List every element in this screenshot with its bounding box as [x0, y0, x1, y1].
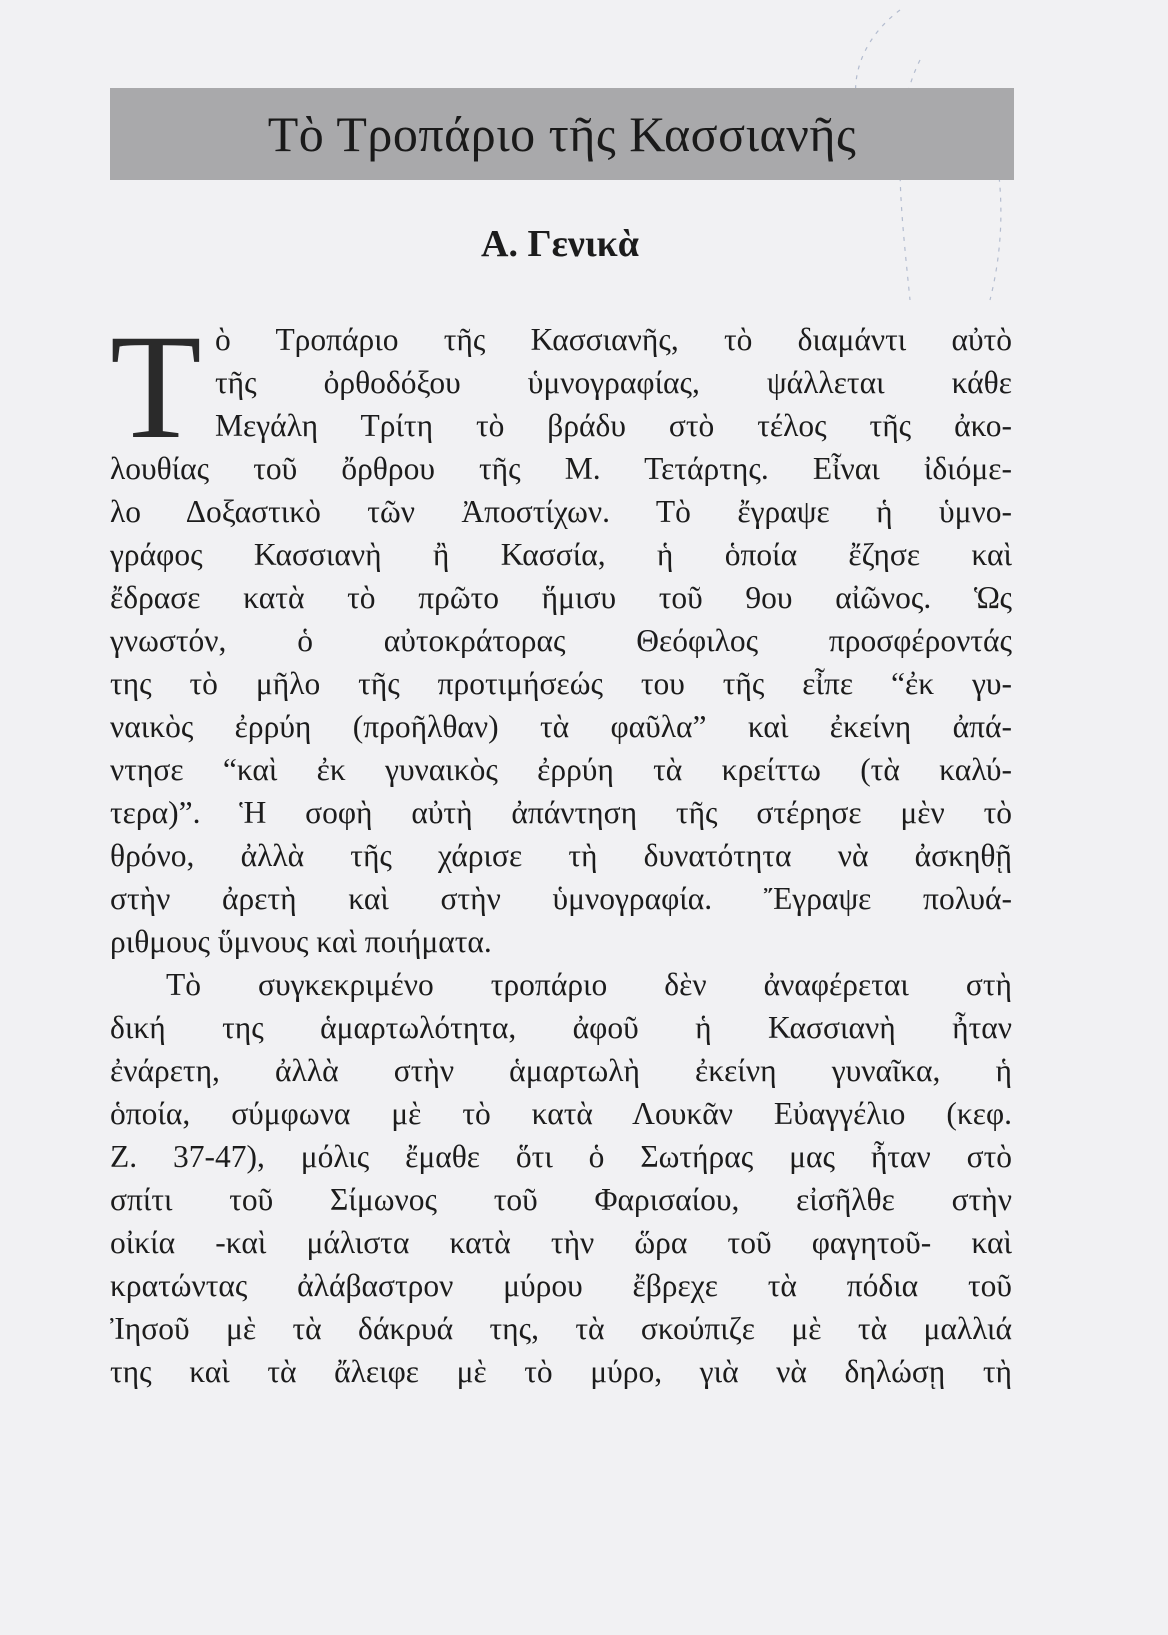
title-banner: [110, 88, 1014, 180]
text-line: Τὸ συγκεκριμένο τροπάριο δὲν ἀναφέρεται στὴ: [166, 967, 1012, 1002]
text-line: λο Δοξαστικὸ τῶν Ἀποστίχων. Τὸ ἔγραψε ἡ ὑμνο-: [110, 494, 1012, 529]
text-line: ἔδρασε κατὰ τὸ πρῶτο ἥμισυ τοῦ 9ου αἰῶνος. Ὡς: [110, 580, 1012, 615]
text-line: της καὶ τὰ ἄλειφε μὲ τὸ μύρο, γιὰ νὰ δηλώσῃ τὴ: [110, 1354, 1012, 1389]
text-line: ριθμους ὕμνους καὶ ποιήματα.: [110, 924, 492, 959]
text-line: σπίτι τοῦ Σίμωνος τοῦ Φαρισαίου, εἰσῆλθε στὴν: [110, 1182, 1012, 1217]
text-line: ὸ Τροπάριο τῆς Κασσιανῆς, τὸ διαμάντι αὐτὸ: [215, 322, 1012, 357]
paragraph-2: [110, 963, 1012, 1393]
section-heading: Α. Γενικὰ: [481, 223, 639, 265]
text-line: οἰκία -καὶ μάλιστα κατὰ τὴν ὥρα τοῦ φαγητοῦ- καὶ: [110, 1225, 1012, 1260]
body-text: [110, 318, 1012, 1393]
text-line: Μεγάλη Τρίτη τὸ βράδυ στὸ τέλος τῆς ἀκο-: [215, 408, 1012, 443]
text-line: ἐνάρετη, ἀλλὰ στὴν ἁμαρτωλὴ ἐκείνη γυναῖκα, ἡ: [110, 1053, 1012, 1088]
text-line: Ζ. 37-47), μόλις ἔμαθε ὅτι ὁ Σωτήρας μας ἦταν στὸ: [110, 1139, 1012, 1174]
text-line: ὁποία, σύμφωνα μὲ τὸ κατὰ Λουκᾶν Εὐαγγέλιο (κεφ.: [110, 1096, 1012, 1131]
drop-cap: Τ: [110, 304, 202, 470]
text-line: κρατώντας ἀλάβαστρον μύρου ἔβρεχε τὰ πόδια τοῦ: [110, 1268, 1012, 1303]
text-line: της τὸ μῆλο τῆς προτιμήσεώς του τῆς εἶπε “ἐκ γυ-: [110, 666, 1012, 701]
paragraph-1: [110, 318, 1012, 963]
text-line: στὴν ἀρετὴ καὶ στὴν ὑμνογραφία. Ἔγραψε πολυά-: [110, 881, 1012, 916]
page-title: Τὸ Τροπάριο τῆς Κασσιανῆς: [267, 106, 857, 162]
text-line: τῆς ὀρθοδόξου ὑμνογραφίας, ψάλλεται κάθε: [215, 365, 1012, 400]
text-line: λουθίας τοῦ ὄρθρου τῆς Μ. Τετάρτης. Εἶναι ἰδιόμε-: [110, 451, 1012, 486]
text-line: τερα)”. Ἡ σοφὴ αὐτὴ ἀπάντηση τῆς στέρησε μὲν τὸ: [110, 795, 1012, 830]
text-line: ναικὸς ἐρρύη (προῆλθαν) τὰ φαῦλα” καὶ ἐκείνη ἀπά-: [110, 709, 1012, 744]
text-line: ντησε “καὶ ἐκ γυναικὸς ἐρρύη τὰ κρείττω (τὰ καλύ-: [110, 752, 1012, 787]
text-line: γνωστόν, ὁ αὐτοκράτορας Θεόφιλος προσφέροντάς: [110, 623, 1012, 658]
text-line: δική της ἁμαρτωλότητα, ἀφοῦ ἡ Κασσιανὴ ἦταν: [110, 1010, 1012, 1045]
text-line: θρόνο, ἀλλὰ τῆς χάρισε τὴ δυνατότητα νὰ ἀσκηθῇ: [110, 838, 1012, 873]
text-line: Ἰησοῦ μὲ τὰ δάκρυά της, τὰ σκούπιζε μὲ τὰ μαλλιά: [110, 1311, 1012, 1346]
text-line: γράφος Κασσιανὴ ἢ Κασσία, ἡ ὁποία ἔζησε καὶ: [110, 537, 1012, 572]
